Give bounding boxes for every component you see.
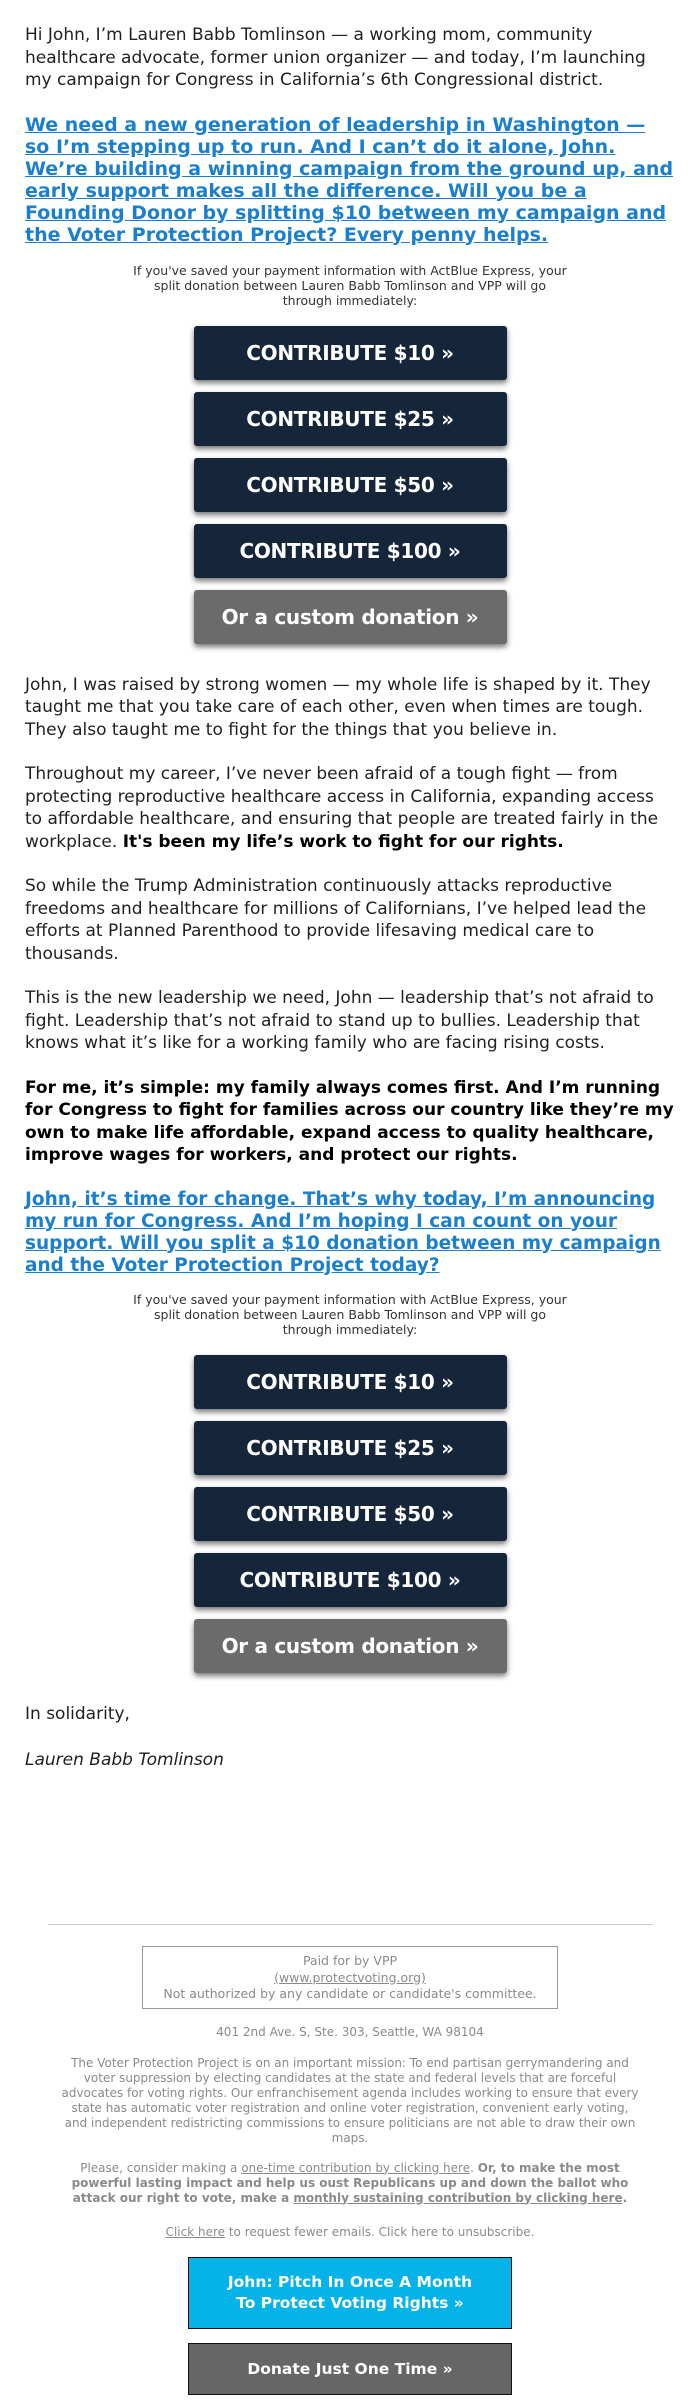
contribute-100-button-bottom[interactable]: CONTRIBUTE $100 » bbox=[194, 1553, 507, 1607]
actblue-express-note-top: If you've saved your payment information with ActBlue Express, your split donation between Lauren Babb Tomlinson and VPP will go through immediately: bbox=[133, 262, 567, 308]
donate-ask-link-bottom[interactable]: John, it’s time for change. That’s why today, I’m announcing my run for Congress. And I’m hoping I can count on your support. Will you split a $10 donation between my campaign and the Voter Protection Project today? bbox=[25, 1188, 661, 1276]
contribution-prompt-end: . bbox=[622, 2190, 628, 2205]
mailing-address: 401 2nd Ave. S, Ste. 303, Seattle, WA 98104 bbox=[216, 2024, 484, 2039]
not-authorized-line: Not authorized by any candidate or candidate's committee. bbox=[163, 1986, 537, 2001]
signature-name: Lauren Babb Tomlinson bbox=[25, 1749, 224, 1770]
contribute-25-button[interactable]: CONTRIBUTE $25 » bbox=[194, 392, 507, 446]
contribute-10-button-bottom[interactable]: CONTRIBUTE $10 » bbox=[194, 1355, 507, 1409]
contribute-100-button[interactable]: CONTRIBUTE $100 » bbox=[194, 524, 507, 578]
one-time-donation-button[interactable]: Donate Just One Time » bbox=[188, 2343, 512, 2395]
mission-statement: The Voter Protection Project is on an important mission: To end partisan gerrymandering and voter suppression by electing candidates at the state and federal levels that are forceful advocates for voting rights. Our enfranchisement agenda includes working to ensure that every state has automatic voter registration and online voter registration, convenient early voting, and independent redistricting commissions to ensure politicians are not able to draw their own maps. bbox=[61, 2055, 639, 2145]
donation-buttons-bottom bbox=[25, 1355, 675, 1685]
body-paragraph-2-text: Throughout my career, I’ve never been afraid of a tough fight — from protecting reproductive healthcare access in California, expanding access to affordable healthcare, and ensuring that people are treated fairly in the workplace. bbox=[25, 764, 659, 852]
intro-paragraph: Hi John, I’m Lauren Babb Tomlinson — a working mom, community healthcare advocate, former union organizer — and today, I’m launching my campaign for Congress in California’s 6th Congressional district. bbox=[25, 25, 646, 90]
paid-for-box bbox=[142, 1946, 558, 2009]
body-paragraph-4: This is the new leadership we need, John — leadership that’s not afraid to fight. Leadership that’s not afraid to stand up to bullies. Leadership that knows what it’s like for a working family who are facing rising costs. bbox=[25, 988, 654, 1053]
contribute-25-button-bottom[interactable]: CONTRIBUTE $25 » bbox=[194, 1421, 507, 1475]
contribute-50-button-bottom[interactable]: CONTRIBUTE $50 » bbox=[194, 1487, 507, 1541]
one-time-contribution-link[interactable]: one-time contribution by clicking here bbox=[241, 2160, 471, 2175]
contribution-prompt bbox=[60, 2161, 640, 2206]
vpp-website-link[interactable]: (www.protectvoting.org) bbox=[274, 1969, 426, 1985]
body-paragraph-3: So while the Trump Administration continuously attacks reproductive freedoms and healthcare for millions of Californians, I’ve helped lead the efforts at Planned Parenthood to provide lifesaving medical care to thousands. bbox=[25, 876, 647, 964]
contribution-prompt-start: Please, consider making a bbox=[80, 2160, 242, 2175]
contribute-50-button[interactable]: CONTRIBUTE $50 » bbox=[194, 458, 507, 512]
unsubscribe-text[interactable]: to request fewer emails. Click here to unsubscribe. bbox=[225, 2224, 535, 2239]
donate-ask-link-top[interactable]: We need a new generation of leadership in Washington — so I’m stepping up to run. And I can’t do it alone, John. We’re building a winning campaign from the ground up, and early support makes all the difference. Will you be a Founding Donor by splitting $10 between my campaign and the Voter Protection Project? Every penny helps. bbox=[25, 113, 674, 246]
custom-donation-button[interactable]: Or a custom donation » bbox=[194, 590, 507, 644]
email-preferences bbox=[0, 2225, 700, 2239]
custom-donation-button-bottom[interactable]: Or a custom donation » bbox=[194, 1619, 507, 1673]
body-paragraph-5: For me, it’s simple: my family always comes first. And I’m running for Congress to fight for families across our country like they’re my own to make life affordable, expand access to quality healthcare, improve wages for workers, and protect our rights. bbox=[25, 1077, 674, 1165]
body-paragraph-2 bbox=[25, 763, 675, 853]
contribution-prompt-mid: . bbox=[470, 2160, 478, 2175]
fewer-emails-link[interactable]: Click here bbox=[165, 2224, 226, 2239]
footer-divider bbox=[48, 1924, 653, 1925]
monthly-donation-button[interactable]: John: Pitch In Once A Month To Protect Voting Rights » bbox=[188, 2257, 512, 2329]
monthly-contribution-link[interactable]: monthly sustaining contribution by clicking here bbox=[293, 2190, 623, 2205]
actblue-express-note-bottom: If you've saved your payment information with ActBlue Express, your split donation between Lauren Babb Tomlinson and VPP will go through immediately: bbox=[133, 1291, 567, 1337]
donation-buttons-top bbox=[25, 326, 675, 656]
body-paragraph-1: John, I was raised by strong women — my whole life is shaped by it. They taught me that you take care of each other, even when times are tough. They also taught me to fight for the things that you believe in. bbox=[25, 674, 651, 740]
email-footer bbox=[0, 1924, 700, 2395]
paid-for-line: Paid for by VPP bbox=[302, 1953, 398, 1968]
body-paragraph-2-bold: It's been my life’s work to fight for our rights. bbox=[122, 831, 564, 852]
contribution-prompt-bold-text: Or, to make the most powerful lasting impact and help us oust Republicans up and down the ballot who attack our right to vote, make a bbox=[71, 2160, 629, 2205]
closing-line: In solidarity, bbox=[25, 1703, 130, 1724]
contribute-10-button[interactable]: CONTRIBUTE $10 » bbox=[194, 326, 507, 380]
